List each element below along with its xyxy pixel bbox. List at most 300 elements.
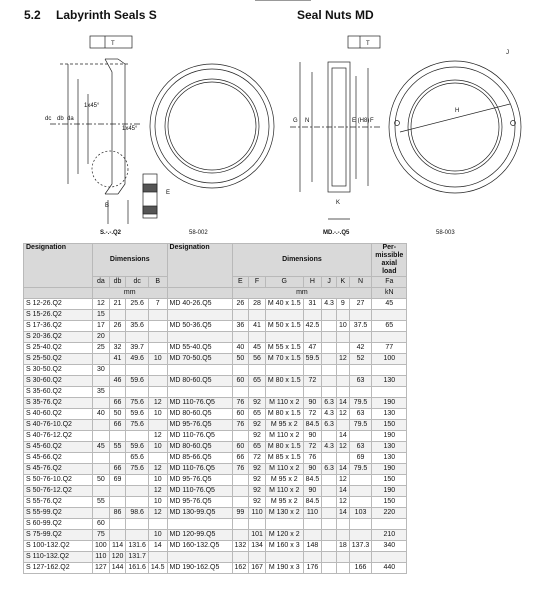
table-cell: M 80 x 1.5	[265, 376, 303, 387]
table-cell: 14	[336, 508, 349, 519]
table-cell	[322, 310, 337, 321]
row-designation-s: S 55-76.Q2	[24, 497, 93, 508]
table-cell: 39.7	[126, 343, 149, 354]
table-cell: 110	[303, 508, 322, 519]
technical-drawing	[0, 24, 545, 239]
table-cell	[126, 530, 149, 541]
table-cell	[303, 530, 322, 541]
table-cell: 14	[336, 464, 349, 475]
table-cell	[109, 486, 126, 497]
table-cell	[126, 486, 149, 497]
table-row	[24, 321, 407, 332]
table-cell: 12	[148, 486, 167, 497]
label-B: B	[105, 203, 110, 209]
table-cell	[148, 332, 167, 343]
row-designation-s: S 35-60.Q2	[24, 387, 93, 398]
table-cell	[148, 519, 167, 530]
table-cell: 166	[349, 563, 372, 574]
row-designation-s: S 30-60.Q2	[24, 376, 93, 387]
table-cell: 161.6	[126, 563, 149, 574]
sub-B: B	[148, 277, 167, 288]
row-designation-s: S 35-76.Q2	[24, 398, 93, 409]
table-cell	[322, 453, 337, 464]
table-cell: 84.5	[303, 497, 322, 508]
table-cell: 12	[336, 442, 349, 453]
table-cell: M 70 x 1.5	[265, 354, 303, 365]
table-cell: 220	[372, 508, 407, 519]
row-designation-s: S 40-60.Q2	[24, 409, 93, 420]
table-cell: 69	[109, 475, 126, 486]
table-cell	[322, 332, 337, 343]
table-cell	[249, 365, 266, 376]
table-cell	[109, 387, 126, 398]
table-cell: 46	[109, 376, 126, 387]
table-cell: 210	[372, 530, 407, 541]
table-cell: 60	[232, 409, 249, 420]
table-cell: 10	[148, 442, 167, 453]
label-F: F	[370, 118, 374, 124]
row-designation-md: MD 130-99.Q5	[167, 508, 232, 519]
table-cell: 134	[249, 541, 266, 552]
table-cell: 176	[303, 563, 322, 574]
row-designation-s: S 25-50.Q2	[24, 354, 93, 365]
row-designation-s: S 20-36.Q2	[24, 332, 93, 343]
table-cell: 66	[109, 398, 126, 409]
sub-G: G	[265, 277, 303, 288]
table-cell: 56	[249, 354, 266, 365]
table-row	[24, 387, 407, 398]
table-cell: 12	[93, 299, 110, 310]
table-cell: 18	[336, 541, 349, 552]
table-cell	[148, 387, 167, 398]
table-cell: 15	[93, 310, 110, 321]
table-cell: 72	[303, 442, 322, 453]
row-designation-s: S 127-162.Q2	[24, 563, 93, 574]
row-designation-md: MD 160-132.Q5	[167, 541, 232, 552]
table-cell: 12	[336, 409, 349, 420]
table-cell: 92	[249, 475, 266, 486]
table-cell: 41	[249, 321, 266, 332]
label-dc: dc	[45, 116, 52, 122]
row-designation-md: MD 110-76.Q5	[167, 464, 232, 475]
label-G: G	[293, 118, 298, 124]
table-row	[24, 453, 407, 464]
table-row	[24, 530, 407, 541]
table-cell: 10	[148, 409, 167, 420]
table-cell	[249, 310, 266, 321]
table-cell: 65.6	[126, 453, 149, 464]
table-cell	[322, 475, 337, 486]
table-cell: 14	[336, 398, 349, 409]
table-row	[24, 508, 407, 519]
table-cell: 65	[372, 321, 407, 332]
table-cell: 190	[372, 486, 407, 497]
tolerance-text-right: T	[366, 41, 370, 47]
tolerance-text-left: T	[111, 41, 115, 47]
table-cell	[232, 431, 249, 442]
table-cell	[303, 387, 322, 398]
table-cell: M 55 x 1.5	[265, 343, 303, 354]
sub-fa: Fa	[372, 277, 407, 288]
row-designation-s: S 50-76-10.Q2	[24, 475, 93, 486]
table-cell: 59.6	[126, 376, 149, 387]
table-cell: 52	[349, 354, 372, 365]
table-cell: 63	[349, 442, 372, 453]
row-designation-md: MD 55-40.Q5	[167, 343, 232, 354]
table-cell: 131.6	[126, 541, 149, 552]
table-cell	[232, 365, 249, 376]
table-row	[24, 442, 407, 453]
table-cell	[93, 398, 110, 409]
table-row	[24, 299, 407, 310]
table-row	[24, 486, 407, 497]
row-designation-md	[167, 310, 232, 321]
table-cell: 150	[372, 497, 407, 508]
table-cell: 47	[303, 343, 322, 354]
table-cell: 101	[249, 530, 266, 541]
table-cell	[336, 343, 349, 354]
table-cell	[249, 332, 266, 343]
table-cell: 76	[232, 398, 249, 409]
table-cell: 92	[249, 398, 266, 409]
sub-dc: dc	[126, 277, 149, 288]
table-cell	[372, 365, 407, 376]
table-cell	[322, 376, 337, 387]
table-row	[24, 541, 407, 552]
table-cell: 92	[249, 464, 266, 475]
table-cell	[126, 332, 149, 343]
row-designation-md: MD 95-76.Q5	[167, 475, 232, 486]
table-cell	[109, 519, 126, 530]
table-cell: 37.5	[349, 321, 372, 332]
table-cell: 63	[349, 409, 372, 420]
table-cell	[109, 332, 126, 343]
table-cell: 25	[93, 343, 110, 354]
table-cell	[232, 310, 249, 321]
row-designation-md: MD 110-76.Q5	[167, 398, 232, 409]
table-cell	[372, 310, 407, 321]
table-cell: 12	[148, 508, 167, 519]
table-cell: 127	[93, 563, 110, 574]
table-cell: M 50 x 1.5	[265, 321, 303, 332]
table-cell	[322, 508, 337, 519]
table-cell: 92	[249, 497, 266, 508]
row-designation-md: MD 85-66.Q5	[167, 453, 232, 464]
table-cell: 12	[148, 398, 167, 409]
table-cell: 31	[303, 299, 322, 310]
table-cell	[148, 420, 167, 431]
sub-H: H	[303, 277, 322, 288]
label-chamfer-2: 1x45°	[122, 126, 138, 132]
sub-N: N	[349, 277, 372, 288]
table-cell	[336, 552, 349, 563]
table-row	[24, 464, 407, 475]
row-designation-md	[167, 519, 232, 530]
table-cell: 100	[372, 354, 407, 365]
left-title: Labyrinth Seals S	[56, 8, 157, 22]
header-fa: Per-missible axial load	[372, 244, 407, 277]
table-cell	[322, 563, 337, 574]
table-cell	[265, 387, 303, 398]
table-cell: 6.3	[322, 420, 337, 431]
table-cell	[148, 365, 167, 376]
table-cell	[265, 519, 303, 530]
figure-ref-right: 58-003	[436, 230, 455, 236]
table-row	[24, 420, 407, 431]
table-cell	[232, 332, 249, 343]
table-row	[24, 332, 407, 343]
table-row	[24, 519, 407, 530]
row-designation-md: MD 70-50.Q5	[167, 354, 232, 365]
table-cell: 14	[336, 431, 349, 442]
table-cell	[322, 497, 337, 508]
row-designation-s: S 55-99.Q2	[24, 508, 93, 519]
table-cell: 66	[109, 464, 126, 475]
table-cell: 20	[93, 332, 110, 343]
table-cell: 9	[336, 299, 349, 310]
table-cell	[126, 387, 149, 398]
table-cell	[93, 464, 110, 475]
table-cell	[232, 497, 249, 508]
table-cell: 42	[349, 343, 372, 354]
table-cell: 63	[349, 376, 372, 387]
table-cell: 72	[249, 453, 266, 464]
table-cell: 30	[93, 365, 110, 376]
figure-caption-right: MD.-.-.Q5	[323, 230, 350, 236]
table-cell: 150	[372, 475, 407, 486]
table-cell: 50	[109, 409, 126, 420]
table-cell: 148	[303, 541, 322, 552]
figure-caption-left: S.-.-.Q2	[100, 230, 122, 236]
table-cell	[148, 321, 167, 332]
table-cell	[93, 486, 110, 497]
table-cell: 40	[93, 409, 110, 420]
row-designation-s: S 40-76-10.Q2	[24, 420, 93, 431]
table-cell: 14	[336, 486, 349, 497]
table-cell	[322, 552, 337, 563]
table-cell: 65	[249, 376, 266, 387]
table-cell: M 110 x 2	[265, 398, 303, 409]
table-cell: 10	[148, 354, 167, 365]
table-cell	[148, 376, 167, 387]
table-cell: 69	[349, 453, 372, 464]
table-cell: 98.6	[126, 508, 149, 519]
header-dimensions-s: Dimensions	[93, 244, 168, 277]
table-cell: 130	[372, 376, 407, 387]
row-designation-s: S 60-99.Q2	[24, 519, 93, 530]
table-cell: 14	[148, 541, 167, 552]
table-cell: 92	[249, 420, 266, 431]
label-N: N	[305, 118, 310, 124]
row-designation-s: S 25-40.Q2	[24, 343, 93, 354]
table-cell	[322, 431, 337, 442]
table-cell	[322, 486, 337, 497]
table-cell: 72	[303, 409, 322, 420]
table-cell	[265, 552, 303, 563]
table-cell: 27	[349, 299, 372, 310]
row-designation-md: MD 120-99.Q5	[167, 530, 232, 541]
table-cell	[265, 332, 303, 343]
table-cell: 190	[372, 464, 407, 475]
table-cell: 49.6	[126, 354, 149, 365]
table-cell: 90	[303, 431, 322, 442]
table-cell: 79.5	[349, 464, 372, 475]
table-cell: 79.5	[349, 398, 372, 409]
table-cell	[322, 387, 337, 398]
table-cell: 72	[303, 376, 322, 387]
table-row	[24, 431, 407, 442]
table-cell: 12	[336, 354, 349, 365]
label-da: da	[67, 116, 74, 122]
table-cell: 60	[232, 442, 249, 453]
table-cell	[336, 310, 349, 321]
table-cell	[372, 332, 407, 343]
row-designation-s: S 12-26.Q2	[24, 299, 93, 310]
sub-J: J	[322, 277, 337, 288]
table-cell: 77	[372, 343, 407, 354]
row-designation-md	[167, 365, 232, 376]
row-designation-s: S 75-99.Q2	[24, 530, 93, 541]
table-cell: 65	[249, 442, 266, 453]
table-row	[24, 563, 407, 574]
table-cell: 32	[109, 343, 126, 354]
table-cell	[249, 387, 266, 398]
table-cell	[322, 365, 337, 376]
table-cell	[349, 387, 372, 398]
figure-ref-left: 58-002	[189, 230, 208, 236]
table-cell: 60	[93, 519, 110, 530]
table-row	[24, 409, 407, 420]
row-designation-md	[167, 552, 232, 563]
table-cell: 55	[109, 442, 126, 453]
table-cell	[93, 420, 110, 431]
table-cell: 21	[109, 299, 126, 310]
table-cell: 26	[109, 321, 126, 332]
section-title-right: Seal Nuts MD	[297, 8, 374, 22]
top-rule	[255, 0, 311, 3]
table-cell	[126, 310, 149, 321]
table-cell	[336, 519, 349, 530]
table-cell	[109, 453, 126, 464]
table-cell: M 110 x 2	[265, 464, 303, 475]
label-J: J	[506, 50, 509, 56]
table-cell: 40	[232, 343, 249, 354]
table-cell	[148, 310, 167, 321]
unit-md: mm	[232, 288, 372, 299]
table-cell: 130	[372, 442, 407, 453]
row-designation-s: S 100-132.Q2	[24, 541, 93, 552]
table-cell	[336, 332, 349, 343]
table-cell	[349, 431, 372, 442]
label-db: db	[57, 116, 64, 122]
table-cell	[303, 365, 322, 376]
table-cell: 162	[232, 563, 249, 574]
table-cell	[336, 453, 349, 464]
table-cell: 7	[148, 299, 167, 310]
row-designation-s: S 30-50.Q2	[24, 365, 93, 376]
table-row	[24, 376, 407, 387]
unit-fa: kN	[372, 288, 407, 299]
table-cell: 25.6	[126, 299, 149, 310]
table-row	[24, 475, 407, 486]
table-cell: 60	[232, 376, 249, 387]
table-cell	[303, 519, 322, 530]
table-cell	[109, 497, 126, 508]
row-designation-md: MD 80-60.Q5	[167, 442, 232, 453]
table-cell: 41	[109, 354, 126, 365]
table-cell	[336, 376, 349, 387]
table-cell	[148, 343, 167, 354]
table-cell: 167	[249, 563, 266, 574]
section-number: 5.2	[24, 8, 41, 22]
table-cell: 12	[336, 497, 349, 508]
table-cell	[322, 541, 337, 552]
table-cell: 340	[372, 541, 407, 552]
table-cell	[303, 332, 322, 343]
table-cell: 137.3	[349, 541, 372, 552]
header-designation-md: Designation	[167, 244, 232, 288]
table-cell	[349, 519, 372, 530]
table-cell: 45	[249, 343, 266, 354]
table-row	[24, 354, 407, 365]
table-cell	[93, 453, 110, 464]
table-cell: 10	[336, 321, 349, 332]
table-cell	[109, 530, 126, 541]
table-cell: 132	[232, 541, 249, 552]
table-cell	[303, 310, 322, 321]
table-cell	[349, 486, 372, 497]
table-cell: 79.5	[349, 420, 372, 431]
table-cell: 6.3	[322, 464, 337, 475]
table-cell: 90	[303, 486, 322, 497]
table-cell: 114	[109, 541, 126, 552]
table-cell: 190	[372, 398, 407, 409]
table-row	[24, 552, 407, 563]
table-cell: 50	[232, 354, 249, 365]
table-cell	[232, 530, 249, 541]
table-cell: 50	[93, 475, 110, 486]
row-designation-md: MD 80-60.Q5	[167, 409, 232, 420]
table-cell	[372, 387, 407, 398]
table-cell: 75.6	[126, 398, 149, 409]
table-row	[24, 343, 407, 354]
table-cell	[93, 354, 110, 365]
table-cell: 75	[93, 530, 110, 541]
table-cell: M 80 x 1.5	[265, 442, 303, 453]
table-cell: 4.3	[322, 409, 337, 420]
table-cell: 131.7	[126, 552, 149, 563]
table-cell	[322, 519, 337, 530]
table-cell	[322, 321, 337, 332]
table-cell: 150	[372, 420, 407, 431]
row-designation-md: MD 110-76.Q5	[167, 431, 232, 442]
table-cell: 28	[249, 299, 266, 310]
row-designation-md: MD 80-60.Q5	[167, 376, 232, 387]
table-cell: 90	[303, 398, 322, 409]
table-cell: 10	[148, 497, 167, 508]
table-cell: 75.6	[126, 420, 149, 431]
table-cell	[303, 552, 322, 563]
table-cell	[349, 475, 372, 486]
label-chamfer-1: 1x45°	[84, 103, 100, 109]
table-cell: M 95 x 2	[265, 475, 303, 486]
table-cell: M 40 x 1.5	[265, 299, 303, 310]
section-title-left	[24, 8, 157, 22]
sub-E: E	[232, 277, 249, 288]
table-cell: 42.5	[303, 321, 322, 332]
table-cell	[232, 552, 249, 563]
table-cell: 45	[93, 442, 110, 453]
